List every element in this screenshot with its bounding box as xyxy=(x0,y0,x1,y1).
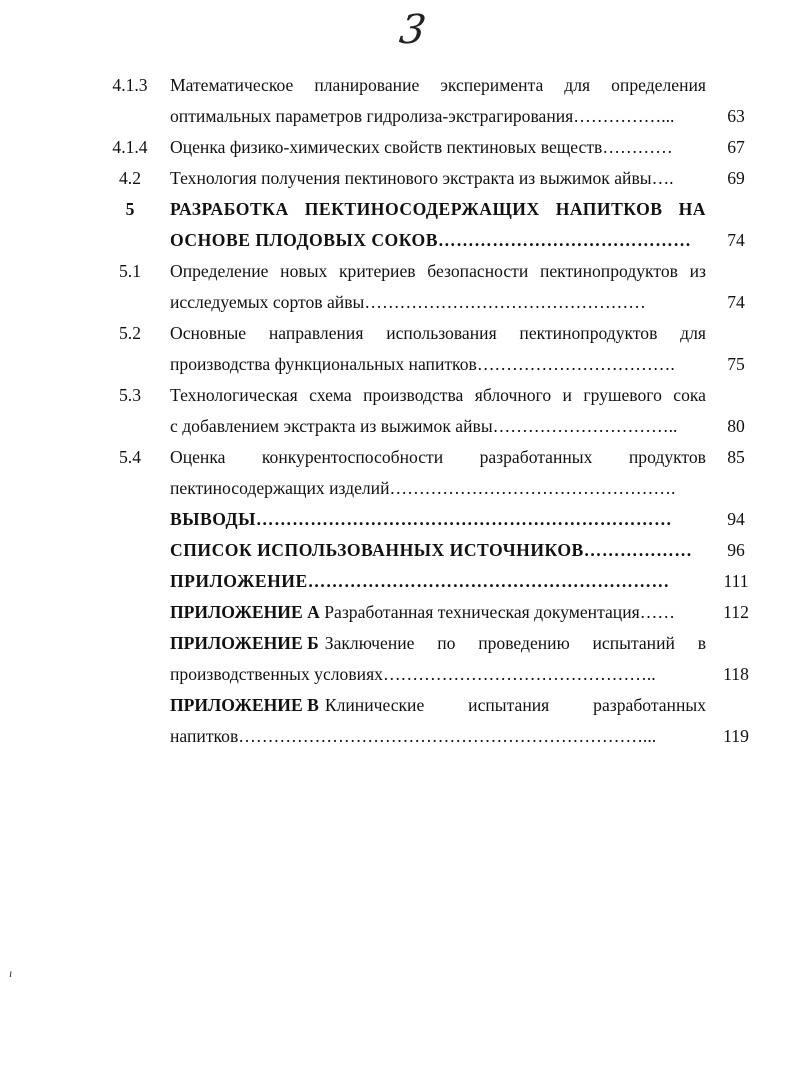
toc-row xyxy=(0,721,791,752)
scan-artifact: ı xyxy=(9,966,13,980)
toc-page: 75 xyxy=(727,354,745,374)
appendix-title: Заключение по проведению испытаний в xyxy=(324,633,706,653)
toc-row xyxy=(0,690,791,721)
toc-title-line xyxy=(170,628,706,659)
toc-row xyxy=(0,70,791,101)
toc-page: 112 xyxy=(723,602,749,622)
toc-title-line: исследуемых сортов айвы………………………………………… xyxy=(170,292,646,312)
toc-page: 96 xyxy=(727,540,745,560)
toc-row xyxy=(0,473,791,504)
toc-row xyxy=(0,163,791,194)
toc-number: 5.3 xyxy=(119,385,141,405)
toc-row xyxy=(0,442,791,473)
toc-number: 4.1.3 xyxy=(112,75,148,95)
appendix-label: ПРИЛОЖЕНИЕ Б xyxy=(170,633,319,653)
toc-number: 5 xyxy=(125,199,135,219)
toc-page: 74 xyxy=(727,230,745,250)
toc-page: 67 xyxy=(727,137,745,157)
toc-row xyxy=(0,411,791,442)
toc-row xyxy=(0,287,791,318)
handwritten-page-number: 3 xyxy=(396,7,429,53)
toc-title-line: производственных условиях……………………………………….. xyxy=(170,664,656,684)
toc-row xyxy=(0,380,791,411)
toc-title-line: ОСНОВЕ ПЛОДОВЫХ СОКОВ…………………………………… xyxy=(170,230,692,250)
toc-title-line: с добавлением экстракта из выжимок айвы………………………….. xyxy=(170,416,678,436)
toc-title-line: Оценка конкурентоспособности разработанных продуктов xyxy=(170,447,706,467)
toc-title-line xyxy=(170,597,706,628)
appendix-label: ПРИЛОЖЕНИЕ В xyxy=(170,695,319,715)
toc-title-line: пектиносодержащих изделий…………………………………………. xyxy=(170,478,676,498)
toc-page: 85 xyxy=(727,447,745,467)
toc-row xyxy=(0,225,791,256)
toc-row xyxy=(0,597,791,628)
appendix-label: ПРИЛОЖЕНИЕ А xyxy=(170,602,320,622)
toc-row xyxy=(0,256,791,287)
toc-row xyxy=(0,194,791,225)
toc-number: 5.4 xyxy=(119,447,141,467)
toc-row xyxy=(0,659,791,690)
toc-page: 80 xyxy=(727,416,745,436)
table-of-contents xyxy=(0,70,791,752)
toc-row xyxy=(0,101,791,132)
toc-title-line: Определение новых критериев безопасности пектинопродуктов из xyxy=(170,261,706,281)
toc-row xyxy=(0,349,791,380)
toc-number: 4.1.4 xyxy=(112,137,148,157)
toc-title-line: СПИСОК ИСПОЛЬЗОВАННЫХ ИСТОЧНИКОВ……………… xyxy=(170,540,693,560)
toc-row xyxy=(0,535,791,566)
toc-title-line: РАЗРАБОТКА ПЕКТИНОСОДЕРЖАЩИХ НАПИТКОВ НА xyxy=(170,199,706,219)
toc-page: 111 xyxy=(723,571,749,591)
toc-row xyxy=(0,566,791,597)
toc-title-line: напитков……………………………………………………………... xyxy=(170,726,657,746)
toc-title-line: Технология получения пектинового экстракта из выжимок айвы…. xyxy=(170,168,674,188)
toc-page: 119 xyxy=(723,726,749,746)
toc-page: 74 xyxy=(727,292,745,312)
toc-title-line: Математическое планирование эксперимента для определения xyxy=(170,75,706,95)
toc-number: 4.2 xyxy=(119,168,141,188)
toc-number: 5.2 xyxy=(119,323,141,343)
toc-title-line: ПРИЛОЖЕНИЕ…………………………………………………… xyxy=(170,571,670,591)
toc-title-line: производства функциональных напитков……………………………. xyxy=(170,354,675,374)
toc-page: 69 xyxy=(727,168,745,188)
appendix-title: Разработанная техническая документация…… xyxy=(319,602,675,622)
toc-number: 5.1 xyxy=(119,261,141,281)
toc-page: 94 xyxy=(727,509,745,529)
toc-title-line: Оценка физико-химических свойств пектиновых веществ………… xyxy=(170,137,673,157)
toc-row xyxy=(0,318,791,349)
toc-title-line: Технологическая схема производства яблочного и грушевого сока xyxy=(170,385,706,405)
toc-title-line: ВЫВОДЫ…………………………………………………………… xyxy=(170,509,673,529)
toc-page: 118 xyxy=(723,664,749,684)
appendix-title: Клинические испытания разработанных xyxy=(324,695,706,715)
toc-page: 63 xyxy=(727,106,745,126)
toc-row xyxy=(0,132,791,163)
toc-row xyxy=(0,504,791,535)
toc-row xyxy=(0,628,791,659)
toc-title-line: Основные направления использования пектинопродуктов для xyxy=(170,323,706,343)
toc-title-line xyxy=(170,690,706,721)
toc-title-line: оптимальных параметров гидролиза-экстрагирования……………... xyxy=(170,106,675,126)
